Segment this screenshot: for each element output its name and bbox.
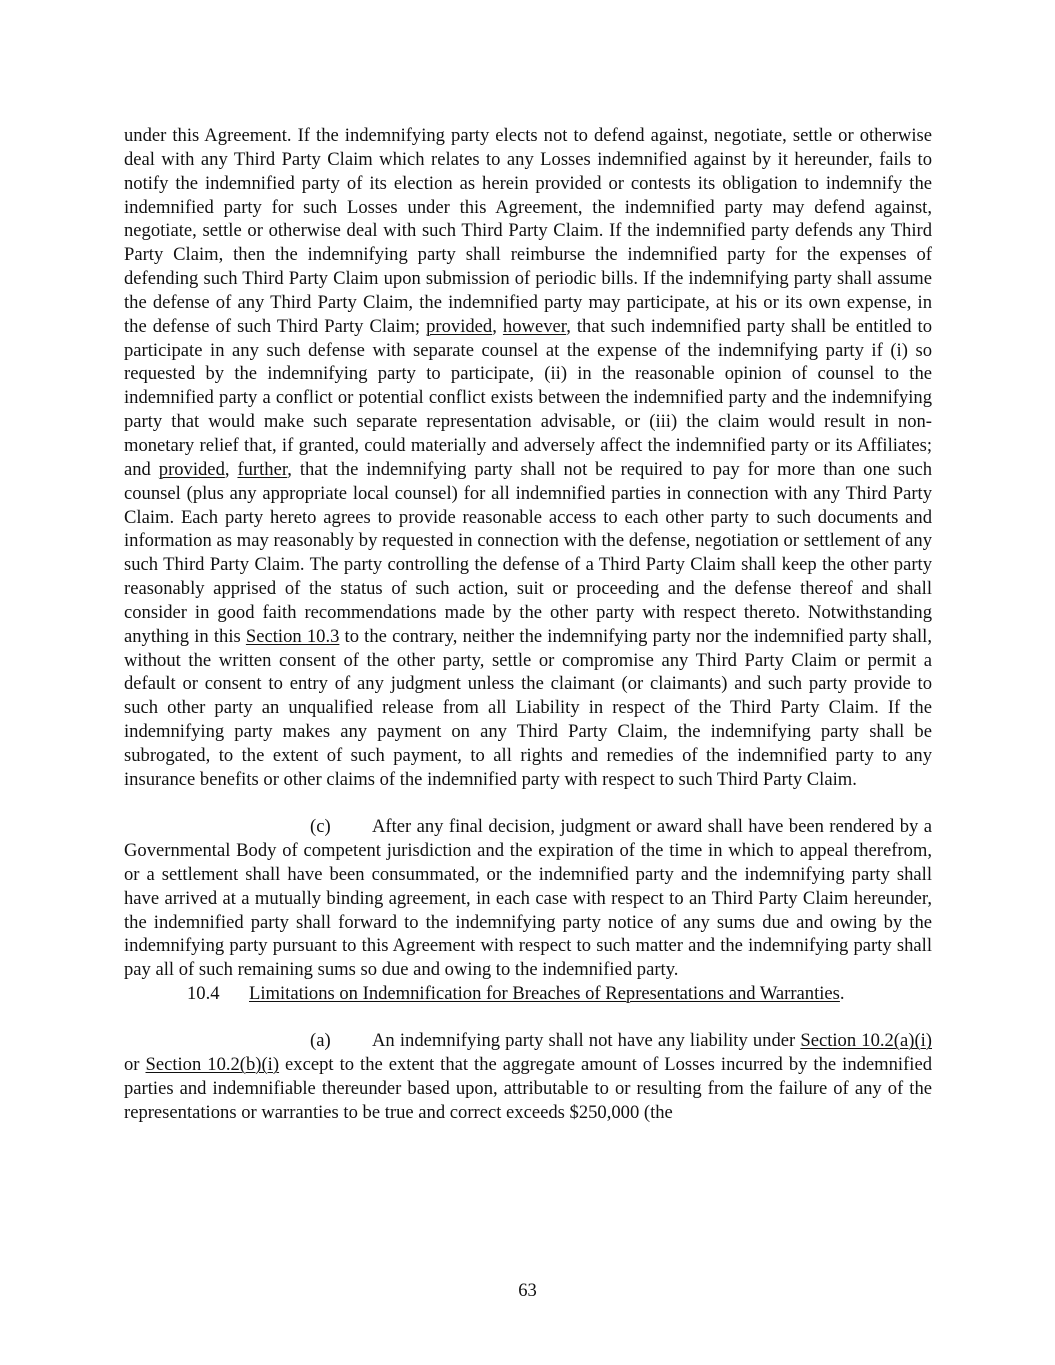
section-reference: Section 10.2(b)(i) (145, 1054, 280, 1076)
provided-term: provided (158, 458, 225, 480)
paragraph-third-party-claim-defense (124, 124, 932, 792)
however-term: however (502, 315, 567, 337)
section-number: 10.4 (187, 983, 220, 1005)
paragraph-text: or (124, 1054, 146, 1076)
paragraph-text: except to the extent that the aggregate amount of Losses incurred by the indemnified parties and indemnifiable thereunder based upon, attributable to or resulting from the failure of any of the representations or warranties to be true and correct exceeds $250,000 (the (124, 1054, 932, 1123)
section-title: Limitations on Indemnification for Breaches of Representations and Warranties (249, 983, 840, 1005)
document-page (124, 124, 932, 1125)
paragraph-text: to the contrary, neither the indemnifying party nor the indemnified party shall, without the written consent of the other party, settle or compromise any Third Party Claim or permit a default or consent to entry of any judgment unless the claimant (or claimants) and such party provide to such other party an unqualified release from all Liability in respect of the Third Party Claim. If the indemnifying party makes any payment on any Third Party Claim, the indemnifying party shall be subrogated, to the extent of such payment, to all rights and remedies of the indemnified party to any insurance benefits or other claims of the indemnified party with respect to such Third Party Claim. (124, 625, 932, 790)
provided-term: provided (426, 315, 493, 337)
paragraph-text: , that the indemnifying party shall not be required to pay for more than one such counsel (plus any appropriate local counsel) for all indemnified parties in connection with any Third Party Claim. Each party hereto agrees to provide reasonable access to each other party to such documents and information as may reasonably by requested in connection with the defense, negotiation or settlement of any such Third Party Claim. The party controlling the defense of a Third Party Claim shall keep the other party reasonably apprised of the status of such action, suit or proceeding and the defense thereof and shall consider in good faith recommendations made by the other party with respect thereto. Notwithstanding anything in this (124, 458, 933, 647)
subsection-label: (a) (310, 1030, 331, 1052)
separator-text: , (492, 315, 503, 337)
paragraph-text: After any final decision, judgment or award shall have been rendered by a Governmental Body of competent jurisdiction and the expiration of the time in which to appeal therefrom, or a settlement shall have been consummated, or the indemnified party and the indemnifying party shall have arrived at a mutually binding agreement, in each case with respect to an Third Party Claim hereunder, the indemnified party shall forward to the indemnifying party notice of any sums due and owing by the indemnifying party pursuant to this Agreement with respect to such matter and the indemnifying party shall pay all of such remaining sums so due and owing to the indemnified party. (124, 816, 932, 981)
separator-text: , (224, 458, 238, 480)
section-heading-10-4 (124, 982, 932, 1006)
paragraph-c (124, 815, 932, 982)
paragraph-text: , that such indemnified party shall be entitled to participate in any such defense with separate counsel at the expense of the indemnifying party if (i) so requested by the indemnifying party to participate, (ii) in the reasonable opinion of counsel to the indemnified party a conflict or potential conflict exists between the indemnified party and the indemnifying party that would make such separate representation advisable, or (iii) the claim would result in non-monetary relief that, if granted, could materially and adversely affect the indemnified party or its Affiliates; and (124, 315, 933, 480)
section-reference: Section 10.3 (245, 625, 340, 647)
page-number: 63 (518, 1280, 537, 1301)
paragraph-text: An indemnifying party shall not have any liability under (372, 1030, 801, 1052)
section-title-period: . (839, 983, 845, 1005)
further-term: further (237, 458, 288, 480)
subsection-label: (c) (310, 816, 331, 838)
paragraph-a (124, 1029, 932, 1124)
paragraph-text: under this Agreement. If the indemnifying party elects not to defend against, negotiate, settle or otherwise deal with any Third Party Claim which relates to any Losses indemnified against by it hereunder, fails to notify the indemnified party of its election as herein provided or contests its obligation to indemnify the indemnified party for such Losses under this Agreement, the indemnified party may defend against, negotiate, settle or otherwise deal with such Third Party Claim. If the indemnified party defends any Third Party Claim, then the indemnifying party shall reimburse the indemnified party for the expenses of defending such Third Party Claim upon submission of periodic bills. If the indemnifying party shall assume the defense of any Third Party Claim, the indemnified party may participate, at his or its own expense, in the defense of such Third Party Claim; (124, 125, 932, 337)
section-reference: Section 10.2(a)(i) (800, 1030, 932, 1052)
